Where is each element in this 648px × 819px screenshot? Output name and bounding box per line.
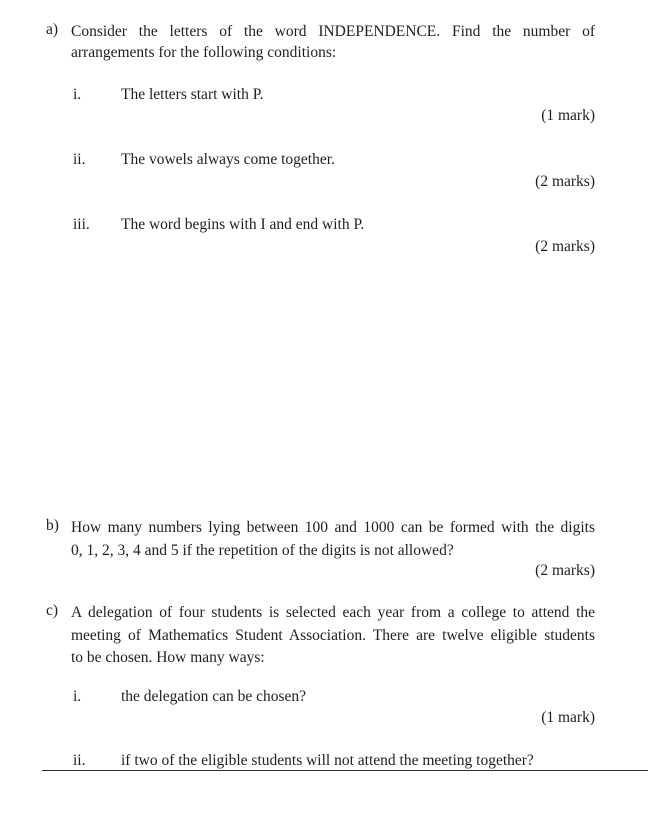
question-a-part-3-marks: (2 marks) (535, 238, 595, 255)
question-b-text-line1: How many numbers lying between 100 and 1000 can be formed with the digits (71, 519, 595, 536)
question-b-text-line2: 0, 1, 2, 3, 4 and 5 if the repetition of the digits is not allowed? (71, 542, 454, 559)
question-b-label: b) (46, 517, 59, 534)
question-a-part-2-marks: (2 marks) (535, 173, 595, 190)
question-b-marks: (2 marks) (535, 562, 595, 579)
question-a-text-line2: arrangements for the following conditions: (71, 44, 337, 61)
question-c-part-1-marks: (1 mark) (541, 709, 595, 726)
question-c-part-1-text: the delegation can be chosen? (121, 688, 307, 705)
question-a-part-1-numeral: i. (73, 86, 82, 103)
question-c-part-2-text: if two of the eligible students will not attend the meeting together? (121, 752, 534, 769)
question-c-text-line2: meeting of Mathematics Student Association. There are twelve eligible students (71, 627, 595, 644)
question-a-part-1-text: The letters start with P. (121, 86, 264, 103)
question-a-part-3-text: The word begins with I and end with P. (121, 216, 365, 233)
question-c-text-line1: A delegation of four students is selected each year from a college to attend the (71, 604, 595, 621)
question-a-part-2-text: The vowels always come together. (121, 151, 335, 168)
question-a-label: a) (46, 21, 59, 38)
question-a-part-1-marks: (1 mark) (541, 107, 595, 124)
page-bottom-rule (42, 770, 648, 771)
question-c-label: c) (46, 602, 59, 619)
question-c-part-2-numeral: ii. (73, 752, 86, 769)
question-c-part-1-numeral: i. (73, 688, 82, 705)
question-a-part-3-numeral: iii. (73, 216, 90, 233)
question-a-text-line1: Consider the letters of the word INDEPENDENCE. Find the number of (71, 23, 595, 40)
question-a-part-2-numeral: ii. (73, 151, 86, 168)
question-c-text-line3: to be chosen. How many ways: (71, 649, 265, 666)
